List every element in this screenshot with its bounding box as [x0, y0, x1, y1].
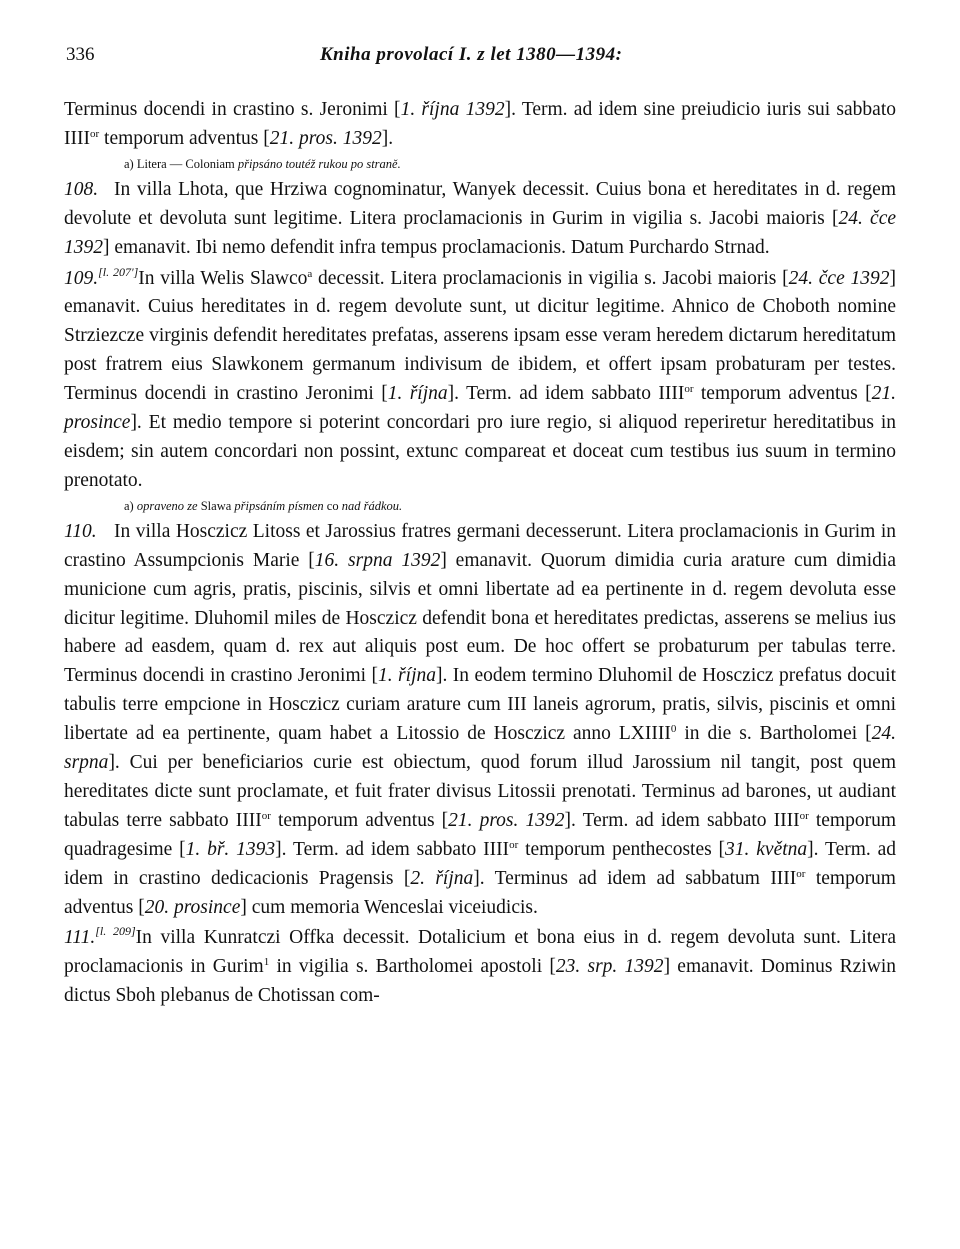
entry-107-end: Terminus docendi in crastino s. Jeronimi [1. října 1392]. Term. ad idem sine preiudicio iuris sui sabbato $IIII^{or}$ temporum adventus [21. pros. 1392]. [64, 99, 896, 149]
folio-reference: [l. 209] [95, 924, 136, 939]
folio-reference: [l. 207'] [98, 264, 139, 279]
entry-110: 110. In villa Hosczicz Litoss et Jarossius fratres germani decesserunt. Litera proclamacionis in Gurim in crastino Assumpcionis Marie [16. srpna 1392] emanavit. Quorum dimidia curia arature cum dimidia municione cum agris, pratis, piscinis, silvis et omni libertate ad ea pertinente in d. regem devoluta esse dicitur legitime. Dluhomil miles de Hosczicz defendit bona et hereditates predictas, asserens se melius ius habere ad easdem, quam d. rex aut aliquis post eum. De hoc offert se probaturum per tabulas terre. Terminus docendi in crastino Jeronimi [1. října]. In eodem termino Dluhomil de Hosczicz prefatus docuit tabulis terre empcione in Hosczicz curiam arature cum III laneis agrorum, pratis, silvis, piscinis et omni libertate ad ea pertinente, quam habet a Litossio de Hosczicz anno LXIIII$^0$ in die s. Bartholomei [24. srpna]. Cui per beneficiarios curie est obiectum, quod forum illud Jarossium nil tangit, post quem hereditates dicte sunt proclamate, et fuit frater divisus Litossii prenotati. Terminus ad barones, ut audiant tabulas terre sabbato $IIII^{or}$ temporum adventus [21. pros. 1392]. Term. ad idem sabbato $IIII^{or}$ temporum quadragesime [1. bř. 1393]. Term. ad idem sabbato $IIII^{or}$ temporum penthecostes [31. května]. Term. ad idem in crastino dedicacionis Pragensis [2. října]. Terminus ad idem ad sabbatum $IIII^{or}$ temporum adventus [20. prosince] cum memoria Wenceslai viceiudicis. [64, 518, 896, 923]
running-title: Kniha provolací I. z let 1380—1394: [320, 44, 623, 65]
entry-number: 110. [64, 520, 97, 542]
entry-number: 109. [64, 267, 99, 289]
main-text [64, 96, 896, 1011]
page-number: 336 [66, 44, 95, 65]
entry-number: 111. [64, 927, 96, 949]
page-header [66, 44, 896, 74]
footnote-a: a) Litera — Coloniam připsáno toutéž rukou po straně. [124, 156, 401, 171]
entry-108: 108. In villa Lhota, que Hrziwa cognominatur, Wanyek decessit. Cuius bona et hereditates in d. regem devolute et devoluta sunt legitime. Litera proclamacionis in Gurim in vigilia s. Jacobi maioris [24. čce 1392] emanavit. Ibi nemo defendit infra tempus proclamacionis. Datum Purchardo Strnad. [64, 176, 896, 263]
footnote-a: a) opraveno ze Slawa připsáním písmen co nad řádkou. [124, 498, 403, 513]
entry-109: 109.[l. 207']In villa Welis Slawco$^a$ decessit. Litera proclamacionis in vigilia s. Jacobi maioris [24. čce 1392] emanavit. Cuius hereditates in d. regem devolute sunt, ut dicitur legitime. Ahnico de Choboth nomine Strziezcze virginis defendit hereditates prefatas, asserens ipsam esse veram heredem dictarum hereditatum post fratrem eius Slawkonem germanum indivisum de ibidem, et offert ipsam probaturam per testes. Terminus docendi in crastino Jeronimi [1. října]. Term. ad idem sabbato $IIII^{or}$ temporum adventus [21. prosince]. Et medio tempore si poterint concordari pro iure regio, si aliquod reperiretur hereditatibus in eisdem; sin autem concordari non possint, extunc compareat et doceat cum testibus ius suum in termino prenotato. [64, 264, 896, 491]
entry-111: 111.[l. 209]In villa Kunratczi Offka decessit. Dotalicium et bona eius in d. regem devoluta sunt. Litera proclamacionis in Gurim$^1$ in vigilia s. Bartholomei apostoli [23. srp. 1392] emanavit. Dominus Rziwin dictus Sboh plebanus de Chotissan com- [64, 924, 896, 1007]
entry-number: 108. [64, 178, 99, 200]
